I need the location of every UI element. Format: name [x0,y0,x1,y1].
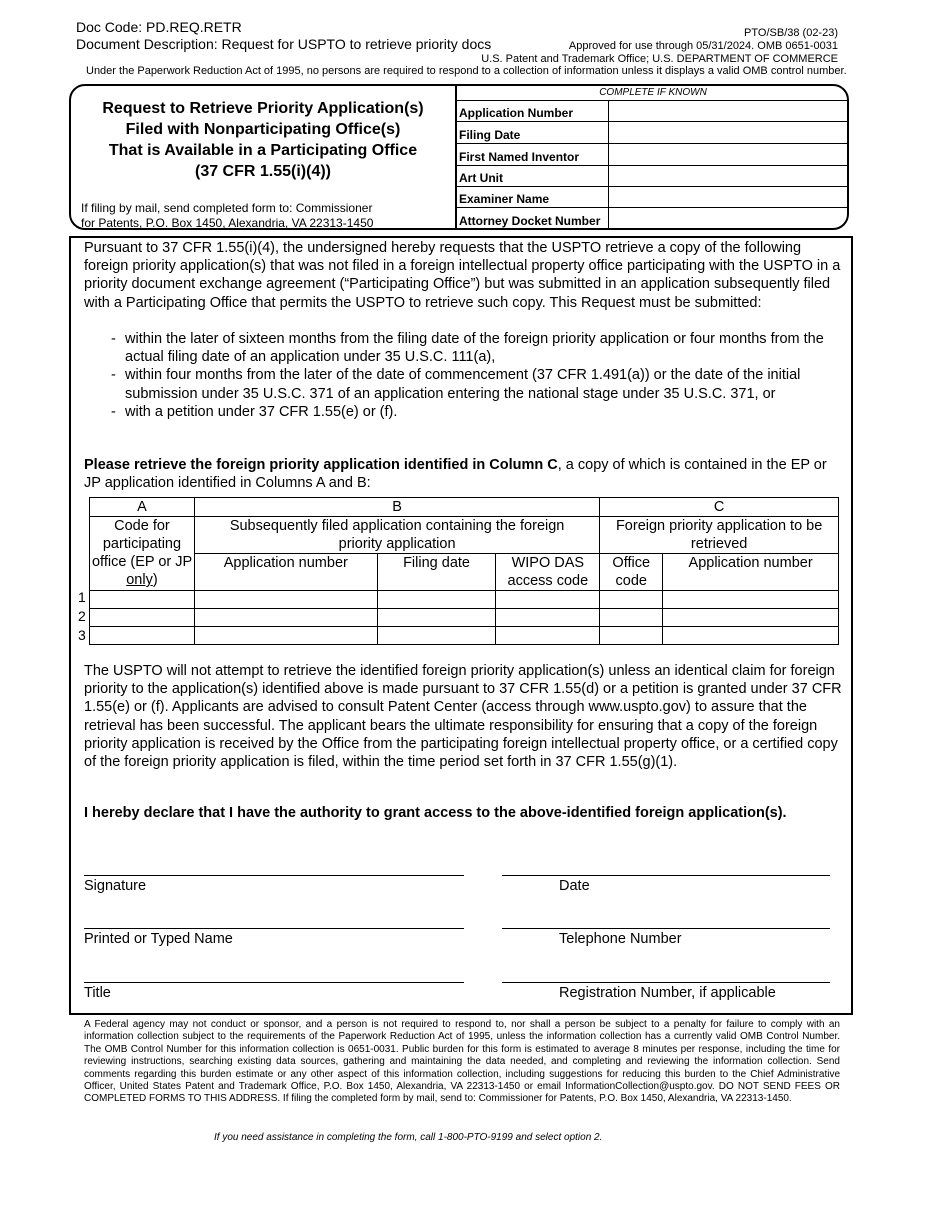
complete-if-known-section [457,86,849,228]
title-line: That is Available in a Participating Office [108,142,418,159]
assistance-note: If you need assistance in completing the form, call 1-800-PTO-9199 and select option 2. [214,1132,603,1143]
date-line[interactable] [502,875,830,876]
paperwork-notice: Under the Paperwork Reduction Act of 1995, no persons are required to respond to a collection of information unless it displays a valid OMB control number. [86,65,847,77]
column-a-desc-only: only [126,572,153,588]
doc-code: Doc Code: PD.REQ.RETR [76,19,242,35]
foreign-app-number-cell[interactable] [663,627,839,645]
column-c-header: C [600,498,839,517]
field-label: Examiner Name [457,187,609,207]
subsequent-filing-date-cell[interactable] [377,591,496,609]
table-row [90,609,839,627]
field-label: Attorney Docket Number [457,208,609,229]
wipo-das-code-cell[interactable] [496,591,600,609]
subsequent-app-number-cell[interactable] [194,591,377,609]
row-number: 2 [78,608,86,624]
registration-number-line[interactable] [502,982,830,983]
list-item: - with a petition under 37 CFR 1.55(e) or (f). [108,403,828,421]
column-b-header: B [194,498,599,517]
intro-paragraph: Pursuant to 37 CFR 1.55(i)(4), the undersigned hereby requests that the USPTO retrieve a copy of the following foreign priority application(s) that was not filed in a foreign intellectual property office participating with the USPTO in a priority document exchange agreement (“Participating Office”) but was submitted in an application subsequently filed with a Participating Office that permits the USPTO to retrieve such copy. This Request must be submitted: [84,240,841,311]
foreign-office-code-cell[interactable] [600,591,663,609]
doc-header-left [76,19,491,53]
application-number-input[interactable] [609,101,849,121]
foreign-office-code-cell[interactable] [600,627,663,645]
title-line: Filed with Nonparticipating Office(s) [125,121,401,138]
column-a-description [90,517,195,591]
subsequent-filing-date-cell[interactable] [377,627,496,645]
filing-date-input[interactable] [609,122,849,143]
c-application-number-header: Application number [663,554,839,591]
mail-line: If filing by mail, send completed form to: Commissioner [81,201,373,215]
field-examiner-name [457,187,849,208]
field-application-number [457,101,849,122]
b-application-number-header: Application number [194,554,377,591]
registration-number-label: Registration Number, if applicable [559,985,776,1001]
telephone-line[interactable] [502,928,830,929]
column-a-desc-close: ) [152,572,158,588]
subsequent-app-number-cell[interactable] [194,627,377,645]
burden-statement: A Federal agency may not conduct or sponsor, and a person is not required to respond to, nor shall a person be subject to a penalty for failure to comply with an information collection subject to the requirements of the Paperwork Reduction Act of 1995, unless the information collection has a currently valid OMB Control Number. The OMB Control Number for this information collection is 0651-0031. Public burden for this form is estimated to average 8 minutes per response, including the time for reviewing instructions, searching existing data sources, gathering and maintaining the data needed, and completing and reviewing the information collection. Send comments regarding this burden estimate or any other aspect of this information collection, including suggestions for reducing this burden to the Chief Administrative Officer, United States Patent and Trademark Office, P.O. Box 1450, Alexandria, VA 22313-1450 or email InformationCollection@uspto.gov. DO NOT SEND FEES OR COMPLETED FORMS TO THIS ADDRESS. If filing the completed form by mail, send to: Commissioner for Patents, P.O. Box 1450, Alexandria, VA 22313-1450. [84,1019,840,1105]
title-area [71,86,457,228]
participating-office-code-cell[interactable] [90,609,195,627]
wipo-das-code-cell[interactable] [496,627,600,645]
title-line[interactable] [84,982,464,983]
attorney-docket-number-input[interactable] [609,208,849,229]
column-a-header: A [90,498,195,517]
field-art-unit [457,166,849,187]
title-line: Request to Retrieve Priority Application(s) [102,100,424,117]
title-box [69,84,849,230]
participating-office-code-cell[interactable] [90,627,195,645]
printed-name-label: Printed or Typed Name [84,931,233,947]
printed-name-line[interactable] [84,928,464,929]
complete-if-known-header: COMPLETE IF KNOWN [457,86,849,101]
row-number: 3 [78,627,86,643]
form-title [71,98,455,182]
mail-line: for Patents, P.O. Box 1450, Alexandria, VA 22313-1450 [81,216,374,230]
column-b-description: Subsequently filed application containing the foreign priority application [194,517,599,554]
retrieve-instruction-bold: Please retrieve the foreign priority application identified in Column C [84,457,558,473]
agency-text: U.S. Patent and Trademark Office; U.S. DEPARTMENT OF COMMERCE [481,53,838,65]
field-first-named-inventor [457,144,849,166]
column-a-desc-text: Code for participating office (EP or JP [91,518,192,570]
telephone-label: Telephone Number [559,931,682,947]
foreign-app-number-cell[interactable] [663,609,839,627]
first-named-inventor-input[interactable] [609,144,849,165]
b-wipo-header: WIPO DAS access code [496,554,600,591]
subsequent-filing-date-cell[interactable] [377,609,496,627]
field-label: Application Number [457,101,609,121]
form-number: PTO/SB/38 (02-23) [744,27,838,39]
subsequent-app-number-cell[interactable] [194,609,377,627]
signature-line[interactable] [84,875,464,876]
retrieve-instruction-rest: , a copy of which is contained in the EP or JP application identified in Columns A and B: [84,457,827,492]
authority-declaration: I hereby declare that I have the authority to grant access to the above-identified foreign application(s). [84,805,787,821]
priority-application-table [89,497,839,645]
date-label: Date [559,878,590,894]
list-item: - within four months from the later of the date of commencement (37 CFR 1.491(a)) or the date of the initial submission under 35 U.S.C. 371 of an application entering the national stage under 35 U.S.C. 371, or [108,366,828,402]
table-row [90,591,839,609]
table-header-row [90,554,839,591]
foreign-app-number-cell[interactable] [663,591,839,609]
row-number: 1 [78,589,86,605]
participating-office-code-cell[interactable] [90,591,195,609]
retrieval-notice: The USPTO will not attempt to retrieve the identified foreign priority application(s) unless an identical claim for foreign priority to the application(s) identified above is made pursuant to 37 CFR 1.55(d) or a petition is granted under 37 CFR 1.55(e) or (f). Applicants are advised to consult Patent Center (access through www.uspto.gov) to assure that the retrieval has been successful. The applicant bears the ultimate responsibility for ensuring that a copy of the foreign priority application is received by the Office from the participating foreign intellectual property office, or a certified copy of the foreign priority application is filed, within the time period set forth in 37 CFR 1.55(g)(1). [84,663,842,771]
field-label: Filing Date [457,122,609,143]
field-label: Art Unit [457,166,609,186]
art-unit-input[interactable] [609,166,849,186]
table-header-row [90,498,839,517]
c-office-code-header: Office code [600,554,663,591]
title-line: (37 CFR 1.55(i)(4)) [194,163,332,180]
column-c-description: Foreign priority application to be retrieved [600,517,839,554]
submission-conditions-list [108,330,828,421]
title-label: Title [84,985,111,1001]
foreign-office-code-cell[interactable] [600,609,663,627]
examiner-name-input[interactable] [609,187,849,207]
b-filing-date-header: Filing date [377,554,496,591]
wipo-das-code-cell[interactable] [496,609,600,627]
signature-label: Signature [84,878,147,894]
field-filing-date [457,122,849,144]
field-attorney-docket-number [457,208,849,229]
doc-description: Document Description: Request for USPTO to retrieve priority docs [76,36,492,52]
doc-header-right [481,27,838,66]
table-row [90,627,839,645]
list-item: - within the later of sixteen months from the filing date of the foreign priority application or four months from the actual filing date of an application under 35 U.S.C. 111(a), [108,330,828,366]
field-label: First Named Inventor [457,144,609,165]
approval-text: Approved for use through 05/31/2024. OMB 0651-0031 [568,40,838,52]
table-header-row [90,517,839,554]
mail-instructions [81,201,373,230]
retrieve-instruction [84,456,844,492]
